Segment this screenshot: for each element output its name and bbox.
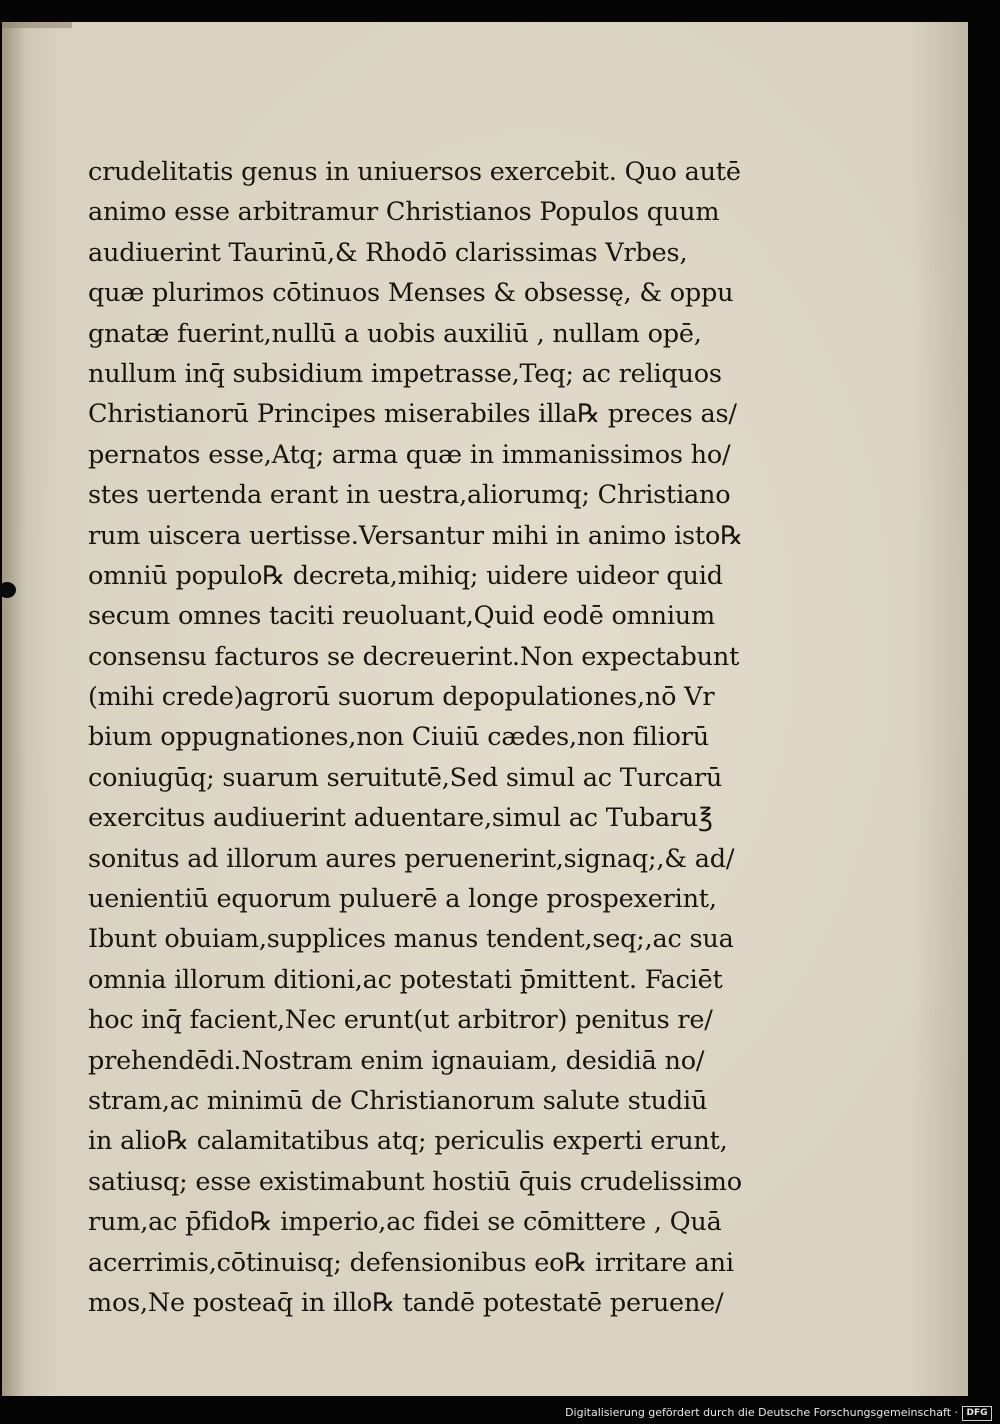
text-line: (mihi crede)agrorū suorum depopulationes,nō Vr [88,682,715,713]
text-line: prehendēdi.Nostram enim ignauiam, desidiā no/ [88,1045,705,1076]
book-page [2,22,968,1396]
page-text-block [88,152,788,1323]
page-gutter-shadow [2,22,26,1396]
text-line: in alio℞ calamitatibus atq; periculis experti erunt, [88,1126,728,1157]
text-line: animo esse arbitramur Christianos Populos quum [88,197,720,228]
text-line: gnatæ fuerint,nullū a uobis auxiliū , nullam opē, [88,318,702,349]
text-line: rum uiscera uertisse.Versantur mihi in animo isto℞ [88,520,743,551]
text-line: stram,ac minimū de Christianorum salute studiū [88,1085,708,1116]
text-line: omnia illorum ditioni,ac potestati p̄mittent. Faciēt [88,964,723,995]
text-line: coniugūq; suarum seruitutē,Sed simul ac Turcarū [88,762,723,793]
text-line: mos,Ne posteaq̄ in illo℞ tandē potestatē peruene/ [88,1287,724,1318]
text-line: Ibunt obuiam,supplices manus tendent,seq;,ac sua [88,924,734,955]
text-line: acerrimis,cōtinuisq; defensionibus eo℞ irritare ani [88,1247,734,1278]
text-line: omniū populo℞ decreta,mihiq; uidere uideor quid [88,560,723,591]
text-line: exercitus audiuerint aduentare,simul ac Tubaru℥ [88,803,713,834]
text-line: secum omnes taciti reuoluant,Quid eodē omnium [88,601,716,632]
text-line: crudelitatis genus in uniuersos exercebit. Quo autē [88,157,741,187]
footer-credit-text: Digitalisierung gefördert durch die Deutsche Forschungsgemeinschaft · [565,1406,958,1419]
text-line: pernatos esse,Atq; arma quæ in immanissimos ho/ [88,439,731,470]
digitization-footer [0,1404,1000,1424]
text-line: bium oppugnationes,non Ciuiū cædes,non filiorū [88,722,709,753]
text-line: uenientiū equorum puluerē a longe prospexerint, [88,884,717,915]
text-line: quæ plurimos cōtinuos Menses & obsessę, & oppu [88,278,734,309]
text-line: rum,ac p̄fido℞ imperio,ac fidei se cōmittere , Quā [88,1207,722,1238]
text-line: sonitus ad illorum aures peruenerint,signaq;,& ad/ [88,843,735,874]
dfg-logo: DFG [962,1406,992,1421]
page-stain [2,22,72,28]
text-line: consensu facturos se decreuerint.Non expectabunt [88,641,740,672]
text-line: audiuerint Taurinū,& Rhodō clarissimas Vrbes, [88,237,688,268]
text-line: satiusq; esse existimabunt hostiū q̄uis crudelissimo [88,1166,742,1197]
text-line: hoc inq̄ facient,Nec erunt(ut arbitror) penitus re/ [88,1005,713,1036]
text-line: nullum inq̄ subsidium impetrasse,Teq; ac reliquos [88,358,722,389]
text-line: stes uertenda erant in uestra,aliorumq; Christiano [88,480,731,511]
text-line: Christianorū Principes miserabiles illa℞ preces as/ [88,399,737,430]
